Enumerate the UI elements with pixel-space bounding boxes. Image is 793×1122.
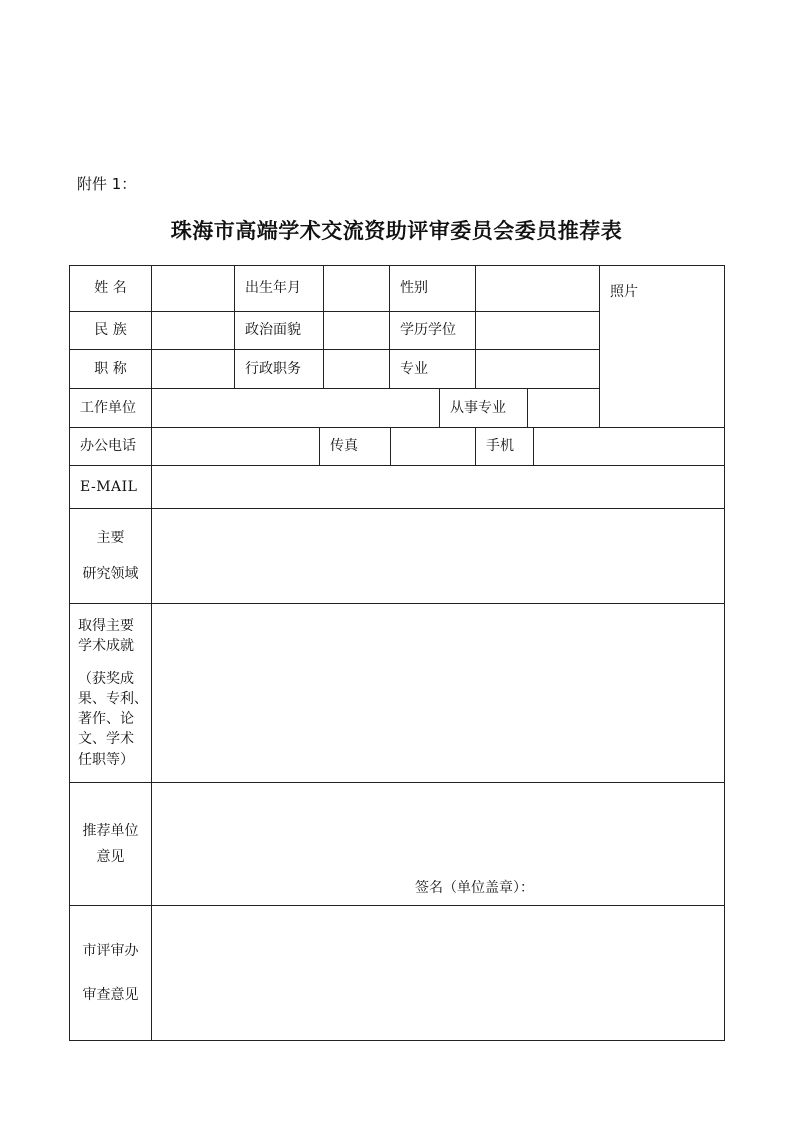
photo-box[interactable]: 照片 <box>599 265 725 428</box>
review-label-line1: 市评审办 <box>82 942 139 959</box>
attachment-label: 附件 1： <box>77 175 137 193</box>
office-phone-field[interactable] <box>151 427 320 466</box>
achievements-label-line3: （获奖成 <box>78 670 134 687</box>
work-unit-field[interactable] <box>151 388 440 428</box>
birth-field[interactable] <box>323 265 390 312</box>
page-title: 珠海市高端学术交流资助评审委员会委员推荐表 <box>170 219 623 243</box>
achievements-label-line2: 学术成就 <box>78 638 134 655</box>
recommend-label-line2: 意见 <box>96 849 125 865</box>
ethnicity-label: 民 族 <box>69 311 152 350</box>
birth-label: 出生年月 <box>234 265 324 312</box>
name-label: 姓 名 <box>69 265 152 312</box>
email-field[interactable] <box>151 465 725 509</box>
gender-label: 性别 <box>389 265 476 312</box>
review-field[interactable] <box>151 905 725 1041</box>
admin-post-field[interactable] <box>323 349 390 389</box>
major-field[interactable] <box>475 349 600 389</box>
achievements-label-line7: 任职等） <box>78 751 134 768</box>
signature-label: 签名（单位盖章）： <box>415 880 534 896</box>
work-unit-label: 工作单位 <box>69 388 152 428</box>
political-field[interactable] <box>323 311 390 350</box>
gender-field[interactable] <box>475 265 600 312</box>
office-phone-label: 办公电话 <box>69 427 152 466</box>
mobile-field[interactable] <box>533 427 725 466</box>
review-label <box>69 905 152 1041</box>
admin-post-label: 行政职务 <box>234 349 324 389</box>
fax-field[interactable] <box>390 427 476 466</box>
achievements-label-line6: 文、学术 <box>78 731 134 748</box>
engaged-major-label: 从事专业 <box>439 388 528 428</box>
ethnicity-field[interactable] <box>151 311 235 350</box>
achievements-label <box>69 603 152 783</box>
fax-label: 传真 <box>319 427 391 466</box>
recommend-label <box>69 782 152 906</box>
name-field[interactable] <box>151 265 235 312</box>
achievements-label-line5: 著作、论 <box>78 711 134 728</box>
major-label: 专业 <box>389 349 476 389</box>
research-label <box>69 508 152 604</box>
education-label: 学历学位 <box>389 311 476 350</box>
email-label: E-MAIL <box>69 465 152 509</box>
research-label-line2: 研究领域 <box>82 566 139 582</box>
review-label-line2: 审查意见 <box>82 987 139 1003</box>
achievements-field[interactable] <box>151 603 725 783</box>
achievements-label-line4: 果、专利、 <box>78 690 148 707</box>
mobile-label: 手机 <box>475 427 534 466</box>
engaged-major-field[interactable] <box>527 388 600 428</box>
research-field[interactable] <box>151 508 725 604</box>
education-field[interactable] <box>475 311 600 350</box>
title-rank-label: 职 称 <box>69 349 152 389</box>
recommend-label-line1: 推荐单位 <box>82 822 139 839</box>
political-label: 政治面貌 <box>234 311 324 350</box>
title-rank-field[interactable] <box>151 349 235 389</box>
research-label-line1: 主要 <box>96 529 125 546</box>
achievements-label-line1: 取得主要 <box>78 617 134 634</box>
